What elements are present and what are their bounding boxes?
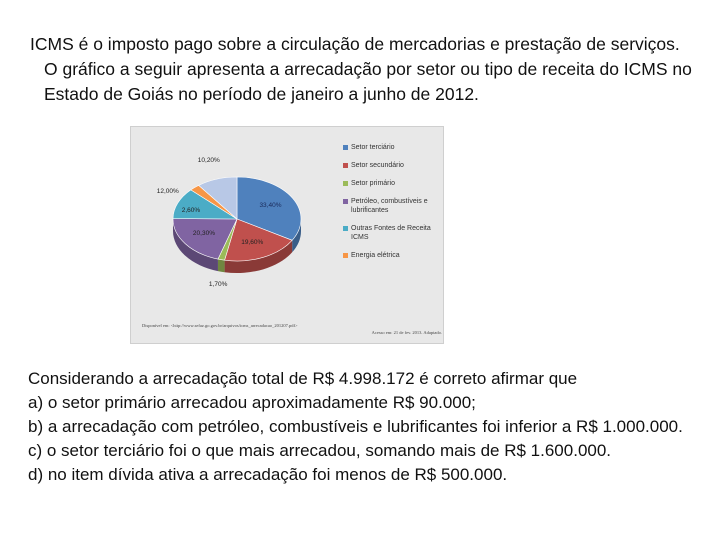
legend-swatch-1 <box>343 163 348 168</box>
legend-item-5 <box>343 251 443 260</box>
pie-label-3: 20,30% <box>192 230 215 238</box>
legend-label-2: Setor primário <box>351 180 395 187</box>
legend-label-5: Energia elétrica <box>351 252 400 259</box>
pie-label-0: 33,40% <box>259 202 282 210</box>
question-block <box>28 367 688 487</box>
legend-swatch-4 <box>343 226 348 231</box>
source-url: Disponível em: <http://www.sefaz.go.gov.br/arquivos/icms_arrecadacao_201207.pdf> <box>142 323 298 328</box>
option-d[interactable]: d) no item dívida ativa a arrecadação foi menos de R$ 500.000. <box>28 465 508 484</box>
legend-swatch-0 <box>343 145 348 150</box>
legend-item-4 <box>343 224 443 242</box>
pie-label-1: 19,60% <box>241 238 264 246</box>
legend-swatch-5 <box>343 253 348 258</box>
pie-slice-side-2 <box>218 259 225 272</box>
intro-paragraph: ICMS é o imposto pago sobre a circulação de mercadorias e prestação de serviços. O gráfico a seguir apresenta a arrecadação por setor ou tipo de receita do ICMS no Estado de Goiás no período de janeiro a junho de 2012. <box>30 34 692 104</box>
legend-label-4: Outras Fontes de Receita ICMS <box>351 225 431 241</box>
pie-chart-figure <box>130 126 444 344</box>
option-b[interactable]: b) a arrecadação com petróleo, combustíveis e lubrificantes foi inferior a R$ 1.000.000. <box>28 417 683 436</box>
legend-label-0: Setor terciário <box>351 144 395 151</box>
option-c[interactable]: c) o setor terciário foi o que mais arrecadou, somando mais de R$ 1.600.000. <box>28 441 612 460</box>
legend-item-2 <box>343 179 443 188</box>
legend-label-3: Petróleo, combustíveis e lubrificantes <box>351 198 428 214</box>
question-stem: Considerando a arrecadação total de R$ 4.998.172 é correto afirmar que <box>28 369 578 388</box>
chart-source <box>142 322 446 336</box>
pie-label-4: 12,00% <box>156 188 179 196</box>
legend-swatch-3 <box>343 199 348 204</box>
legend-item-1 <box>343 161 443 170</box>
legend-swatch-2 <box>343 181 348 186</box>
legend-item-3 <box>343 197 443 215</box>
source-access-date: Acesso em: 21 de fev. 2013. Adaptado. <box>371 330 442 335</box>
pie-chart <box>131 127 343 343</box>
chart-legend <box>343 143 443 269</box>
pie-label-2: 1,70% <box>208 280 228 288</box>
pie-label-6: 10,20% <box>197 157 220 165</box>
option-a[interactable]: a) o setor primário arrecadou aproximadamente R$ 90.000; <box>28 393 476 412</box>
legend-label-1: Setor secundário <box>351 162 404 169</box>
legend-item-0 <box>343 143 443 152</box>
pie-label-5: 2,60% <box>181 206 201 214</box>
